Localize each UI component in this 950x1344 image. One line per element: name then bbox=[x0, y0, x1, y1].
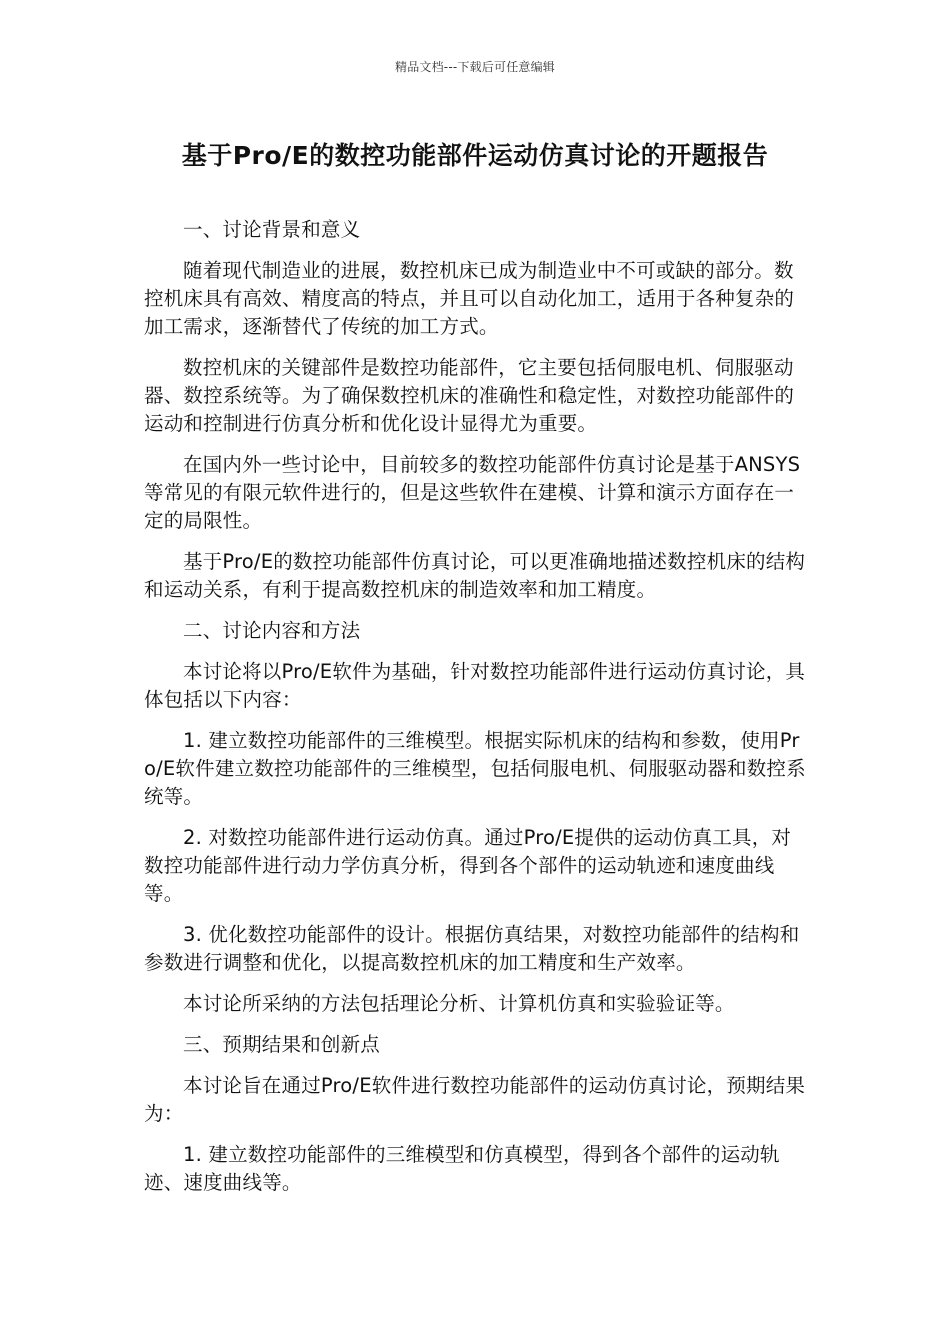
list-item: 1. 建立数控功能部件的三维模型。根据实际机床的结构和参数，使用Pro/E软件建立数控功能部件的三维模型，包括伺服电机、伺服驱动器和数控系统等。 bbox=[144, 729, 806, 808]
list-item: 3. 优化数控功能部件的设计。根据仿真结果，对数控功能部件的结构和参数进行调整和优化，以提高数控机床的加工精度和生产效率。 bbox=[144, 923, 800, 974]
list-item: 1. 建立数控功能部件的三维模型和仿真模型，得到各个部件的运动轨迹、速度曲线等。 bbox=[144, 1143, 780, 1194]
paragraph: 本讨论旨在通过Pro/E软件进行数控功能部件的运动仿真讨论，预期结果为： bbox=[144, 1074, 806, 1125]
paragraph: 基于Pro/E的数控功能部件仿真讨论，可以更准确地描述数控机床的结构和运动关系，有利于提高数控机床的制造效率和加工精度。 bbox=[144, 550, 806, 601]
paragraph: 本讨论将以Pro/E软件为基础，针对数控功能部件进行运动仿真讨论，具体包括以下内容： bbox=[144, 660, 806, 711]
list-item: 2. 对数控功能部件进行运动仿真。通过Pro/E提供的运动仿真工具，对数控功能部件进行动力学仿真分析，得到各个部件的运动轨迹和速度曲线等。 bbox=[144, 826, 792, 905]
document-title: 基于Pro/E的数控功能部件运动仿真讨论的开题报告 bbox=[181, 141, 769, 170]
section-heading-background: 一、讨论背景和意义 bbox=[183, 218, 361, 241]
paragraph: 在国内外一些讨论中，目前较多的数控功能部件仿真讨论是基于ANSYS等常见的有限元软件进行的，但是这些软件在建模、计算和演示方面存在一定的局限性。 bbox=[144, 453, 801, 532]
section-heading-content-methods: 二、讨论内容和方法 bbox=[183, 619, 361, 642]
paragraph: 随着现代制造业的进展，数控机床已成为制造业中不可或缺的部分。数控机床具有高效、精度高的特点，并且可以自动化加工，适用于各种复杂的加工需求，逐渐替代了传统的加工方式。 bbox=[144, 259, 795, 338]
page-header-note: 精品文档---下载后可任意编辑 bbox=[395, 60, 555, 74]
document-body bbox=[144, 216, 806, 1210]
paragraph: 数控机床的关键部件是数控功能部件，它主要包括伺服电机、伺服驱动器、数控系统等。为了确保数控机床的准确性和稳定性，对数控功能部件的运动和控制进行仿真分析和优化设计显得尤为重要。 bbox=[144, 356, 795, 435]
section-heading-expected-results: 三、预期结果和创新点 bbox=[183, 1033, 381, 1056]
paragraph: 本讨论所采纳的方法包括理论分析、计算机仿真和实验验证等。 bbox=[183, 992, 735, 1015]
